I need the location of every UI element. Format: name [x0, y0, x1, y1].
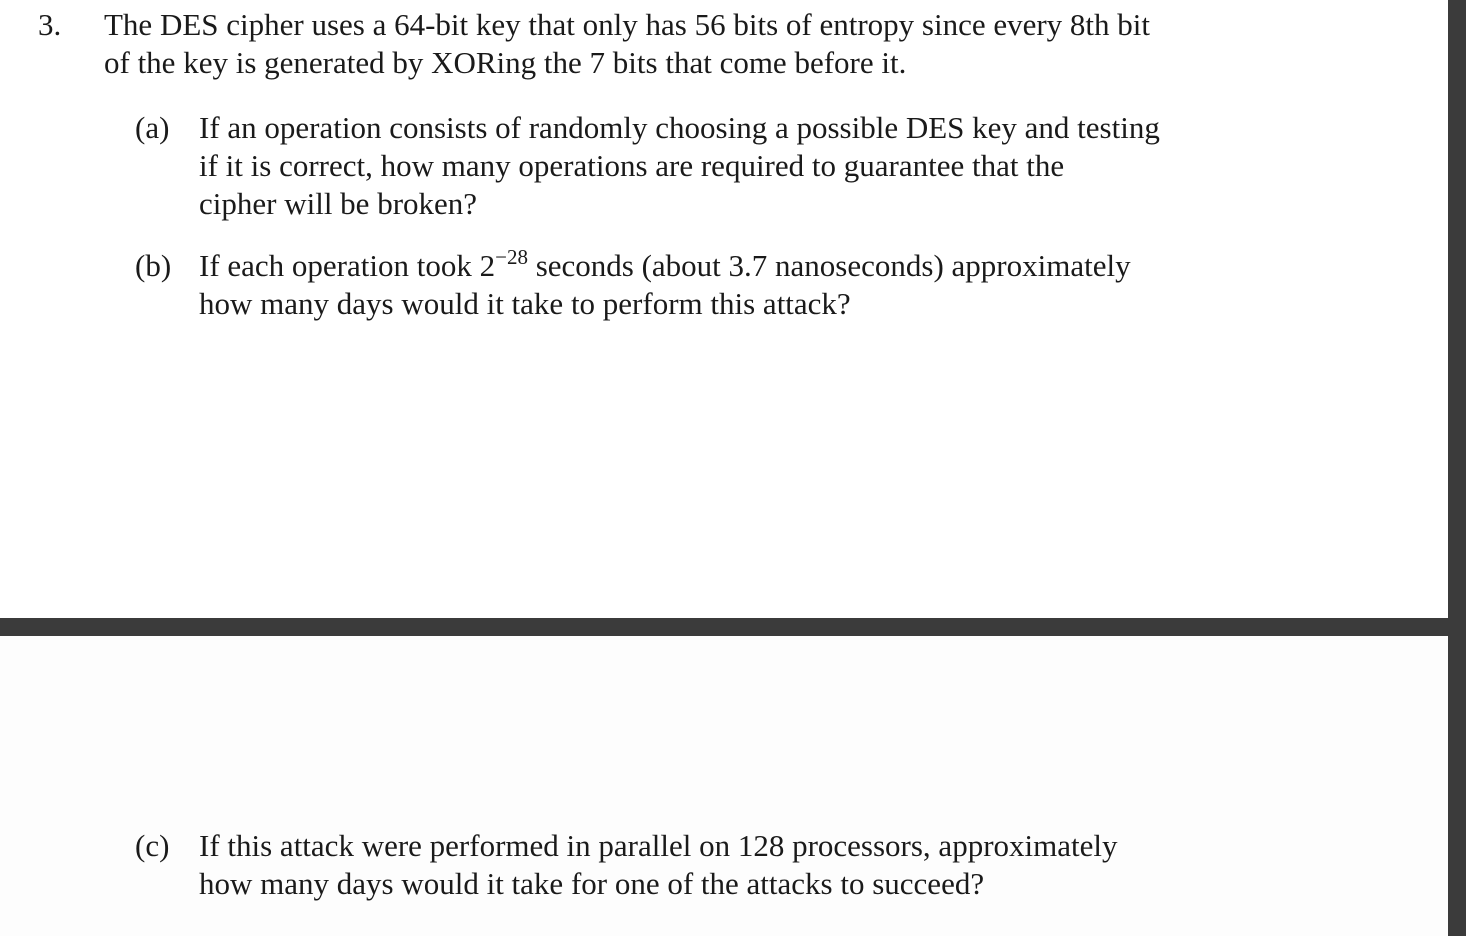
part-b-line: [199, 247, 1299, 285]
question-text: [104, 6, 1304, 82]
part-b-line: how many days would it take to perform this attack?: [199, 286, 851, 321]
exponent: −28: [495, 245, 528, 269]
question-line: of the key is generated by XORing the 7 bits that come before it.: [104, 45, 907, 80]
question-number: 3.: [38, 7, 62, 42]
part-a-line: If an operation consists of randomly choosing a possible DES key and testing: [199, 110, 1160, 145]
part-c-line: If this attack were performed in parallel on 128 processors, approximately: [199, 828, 1118, 863]
part-b-text-before: If each operation took 2: [199, 248, 496, 283]
part-a-line: if it is correct, how many operations are required to guarantee that the: [199, 148, 1065, 183]
part-a-label: (a): [135, 110, 170, 145]
page-right-edge: [1448, 0, 1466, 936]
part-b-text-after: seconds (about 3.7 nanoseconds) approximately: [527, 248, 1131, 283]
part-a-line: cipher will be broken?: [199, 186, 478, 221]
part-c-line: how many days would it take for one of the attacks to succeed?: [199, 866, 985, 901]
page-break-divider: [0, 618, 1466, 636]
part-c-label: (c): [135, 828, 170, 863]
part-a-text: [199, 109, 1299, 223]
part-b-label: (b): [135, 248, 172, 283]
part-b-text: [199, 247, 1299, 323]
question-line: The DES cipher uses a 64-bit key that only has 56 bits of entropy since every 8th bit: [104, 7, 1151, 42]
part-c-text: [199, 827, 1299, 903]
